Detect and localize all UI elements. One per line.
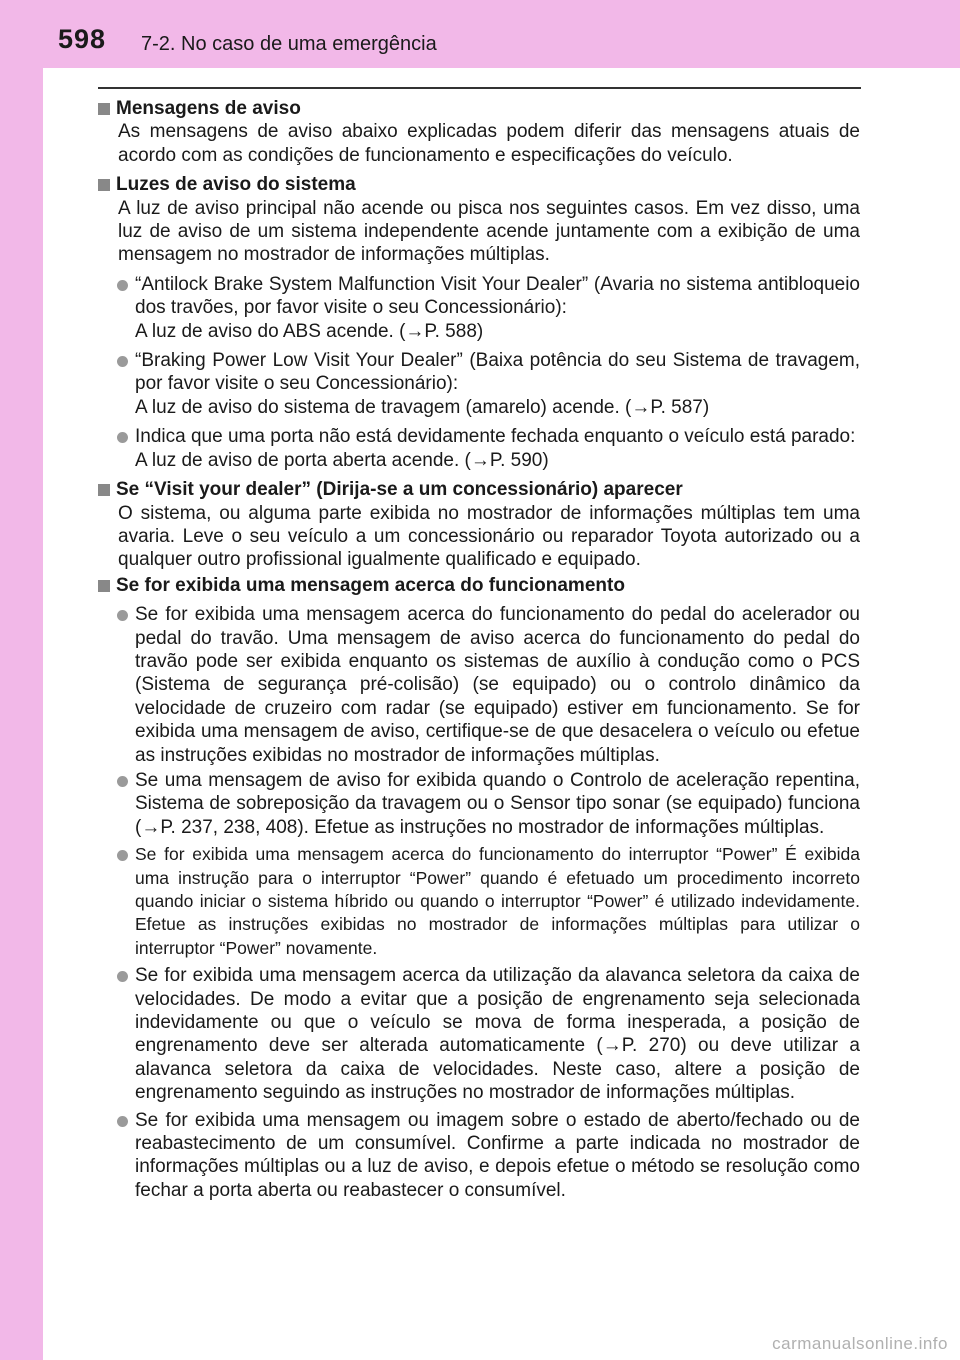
square-bullet-icon bbox=[98, 484, 110, 496]
page-content bbox=[98, 93, 860, 1202]
paragraph: A luz de aviso principal não acende ou pisca nos seguintes casos. Em vez disso, uma luz de aviso de um sistema independente acende juntamente com a exibição de uma mensagem no mostrador de informações múltiplas. bbox=[118, 197, 860, 266]
page-number: 598 bbox=[58, 24, 107, 54]
round-bullet-icon bbox=[117, 356, 128, 367]
round-bullet-icon bbox=[117, 776, 128, 787]
section-title: 7-2. No caso de uma emergência bbox=[141, 33, 437, 55]
watermark: carmanualsonline.info bbox=[772, 1334, 948, 1353]
round-bullet-icon bbox=[117, 850, 128, 861]
list-item-text: Se for exibida uma mensagem acerca da utilização da alavanca seletora da caixa de velocidades. De modo a evitar que a posição de engrenamento seja selecionada indevidamente ou que o veículo se mova de forma inesperada, a posição de engrenamento deve ser alterada automaticamente (→P. 270) ou deve utilizar a alavanca seletora da caixa de velocidades. Neste caso, altere a posição de engrenamento seguindo as instruções no mostrador de informações múltiplas. bbox=[135, 965, 860, 1104]
list-item bbox=[98, 769, 860, 839]
heading-text: Mensagens de aviso bbox=[116, 98, 301, 119]
list-item bbox=[98, 1109, 860, 1203]
list-item bbox=[98, 964, 860, 1104]
list-item-text: “Antilock Brake System Malfunction Visit Your Dealer” (Avaria no sistema antibloqueio dos travões, por favor visite o seu Concessionário): bbox=[135, 273, 860, 319]
list-item-text: “Braking Power Low Visit Your Dealer” (Baixa potência do seu Sistema de travagem, por favor visite o seu Concessionário): bbox=[135, 350, 860, 395]
paragraph: O sistema, ou alguma parte exibida no mostrador de informações múltiplas tem uma avaria. Leve o seu veículo a um concessionário ou reparador Toyota autorizado ou a qualquer outro profissional igualmente qualificado e equipado. bbox=[118, 502, 860, 571]
list-item-sub: A luz de aviso do sistema de travagem (amarelo) acende. (→P. 587) bbox=[135, 396, 710, 418]
round-bullet-icon bbox=[117, 432, 128, 443]
list-item bbox=[98, 425, 860, 472]
heading-mensagem-funcionamento bbox=[98, 574, 860, 597]
heading-text: Luzes de aviso do sistema bbox=[116, 174, 356, 196]
list-item bbox=[98, 273, 860, 343]
round-bullet-icon bbox=[117, 971, 128, 982]
round-bullet-icon bbox=[117, 280, 128, 291]
heading-luzes-de-aviso bbox=[98, 173, 860, 196]
list-item-text: Se for exibida uma mensagem acerca do funcionamento do pedal do acelerador ou pedal do travão. Uma mensagem de aviso acerca do funcionamento do pedal do travão pode ser exibida enquanto os sistemas de auxílio à condução como o PCS (Sistema de segurança pré-colisão) (se equipado) ou o controlo dinâmico da velocidade de cruzeiro com radar (se equipado) estiver em funcionamento. Se for exibida uma mensagem de aviso, certifique-se de que desacelera o veículo ou efetue as instruções exibidas no mostrador de informações múltiplas. bbox=[135, 604, 860, 766]
header-rule bbox=[98, 87, 861, 89]
square-bullet-icon bbox=[98, 179, 110, 191]
round-bullet-icon bbox=[117, 1116, 128, 1127]
paragraph: As mensagens de aviso abaixo explicadas podem diferir das mensagens atuais de acordo com as condições de funcionamento e especificações do veículo. bbox=[118, 121, 860, 166]
list-item-text: Indica que uma porta não está devidamente fechada enquanto o veículo está parado: bbox=[135, 426, 856, 448]
list-item bbox=[98, 349, 860, 419]
list-item-sub: A luz de aviso do ABS acende. (→P. 588) bbox=[135, 320, 484, 342]
left-color-band bbox=[0, 0, 43, 1360]
list-item-text: Se for exibida uma mensagem ou imagem sobre o estado de aberto/fechado ou de reabastecimento de um consumível. Confirme a parte indicada no mostrador de informações múltiplas ou a luz de aviso, e depois efetue o método se resolução como fechar a porta aberta ou reabastecer o consumível. bbox=[135, 1109, 860, 1201]
square-bullet-icon bbox=[98, 103, 110, 115]
list-item bbox=[98, 843, 860, 960]
heading-text: Se “Visit your dealer” (Dirija-se a um concessionário) aparecer bbox=[116, 479, 683, 501]
list-item bbox=[98, 603, 860, 767]
heading-text: Se for exibida uma mensagem acerca do funcionamento bbox=[116, 574, 625, 596]
list-item-text: Se uma mensagem de aviso for exibida quando o Controlo de aceleração repentina, Sistema de sobreposição da travagem ou o Sensor tipo sonar (se equipado) funciona (→P. 237, 238, 408). Efetue as instruções no mostrador de informações múltiplas. bbox=[135, 769, 860, 838]
round-bullet-icon bbox=[117, 610, 128, 621]
heading-mensagens-de-aviso bbox=[98, 97, 860, 120]
square-bullet-icon bbox=[98, 580, 110, 592]
list-item-text: Se for exibida uma mensagem acerca do funcionamento do interruptor “Power” É exibida uma instrução para o interruptor “Power” quando é efetuado um procedimento incorreto quando iniciar o sistema híbrido ou quando o interruptor “Power” é utilizado indevidamente. Efetue as instruções exibidas no mostrador de informações múltiplas para utilizar o interruptor “Power” novamente. bbox=[135, 844, 860, 958]
list-item-sub: A luz de aviso de porta aberta acende. (→P. 590) bbox=[135, 449, 549, 471]
heading-visit-your-dealer bbox=[98, 478, 860, 501]
